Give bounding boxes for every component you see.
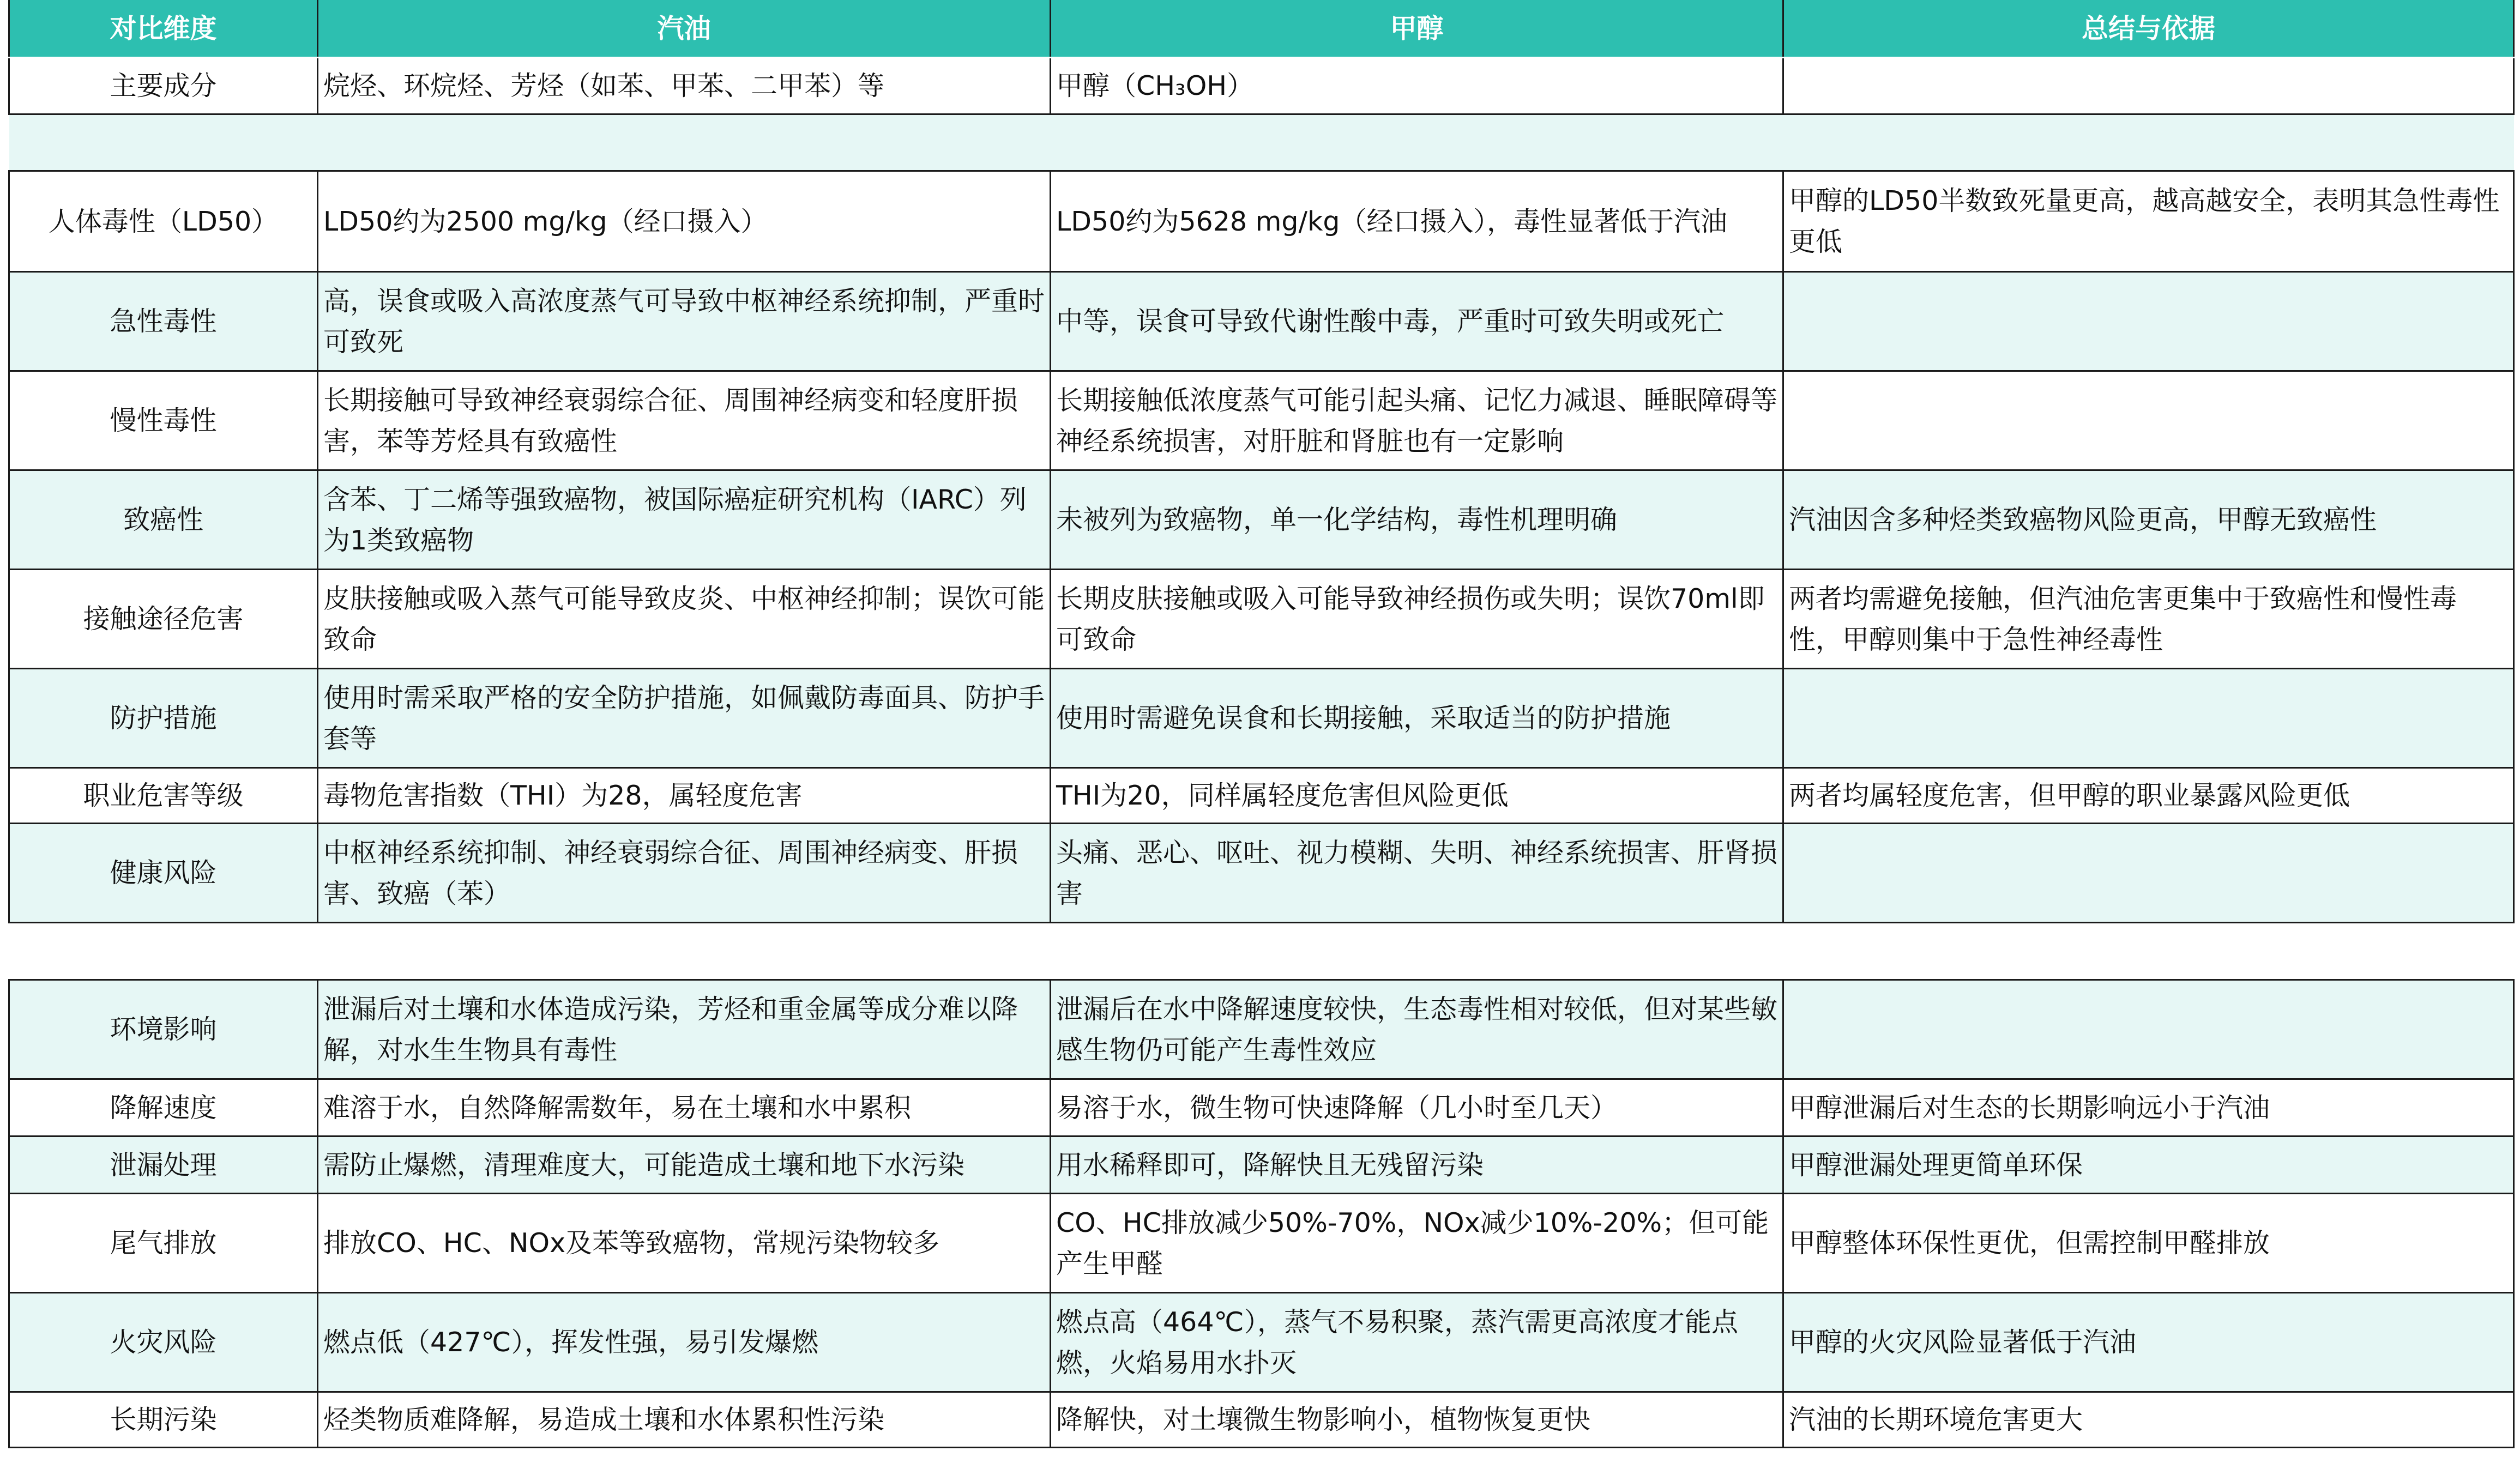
cell-methanol[interactable]: 甲醇（CH₃OH） xyxy=(1051,58,1783,114)
cell-methanol[interactable]: 降解快，对土壤微生物影响小，植物恢复更快 xyxy=(1051,1392,1783,1448)
cell-methanol[interactable]: CO、HC排放减少50%-70%，NOx减少10%-20%；但可能产生甲醛 xyxy=(1051,1194,1783,1293)
cell-dimension[interactable]: 慢性毒性 xyxy=(9,371,318,470)
cell-gasoline[interactable]: 高，误食或吸入高浓度蒸气可导致中枢神经系统抑制，严重时可致死 xyxy=(318,272,1051,371)
cell-gasoline[interactable]: 使用时需采取严格的安全防护措施，如佩戴防毒面具、防护手套等 xyxy=(318,669,1051,768)
cell-gasoline[interactable]: 烷烃、环烷烃、芳烃（如苯、甲苯、二甲苯）等 xyxy=(318,58,1051,114)
cell-dimension[interactable]: 急性毒性 xyxy=(9,272,318,371)
cell-dimension[interactable]: 人体毒性（LD50） xyxy=(9,171,318,272)
cell-summary[interactable]: 甲醇的LD50半数致死量更高，越高越安全，表明其急性毒性更低 xyxy=(1783,171,2514,272)
cell-summary[interactable]: 甲醇泄漏后对生态的长期影响远小于汽油 xyxy=(1783,1079,2514,1136)
cell-summary[interactable]: 两者均属轻度危害，但甲醇的职业暴露风险更低 xyxy=(1783,768,2514,824)
cell-methanol[interactable]: 长期皮肤接触或吸入可能导致神经损伤或失明；误饮70ml即可致命 xyxy=(1051,570,1783,669)
cell-summary[interactable] xyxy=(1783,669,2514,768)
table-row xyxy=(9,470,2514,570)
cell-dimension[interactable]: 防护措施 xyxy=(9,669,318,768)
cell-summary[interactable] xyxy=(1783,272,2514,371)
cell-gasoline[interactable]: 燃点低（427℃），挥发性强，易引发爆燃 xyxy=(318,1293,1051,1392)
cell-methanol[interactable]: 长期接触低浓度蒸气可能引起头痛、记忆力减退、睡眠障碍等神经系统损害，对肝脏和肾脏也有一定影响 xyxy=(1051,371,1783,470)
table-row xyxy=(9,669,2514,768)
cell-summary[interactable]: 汽油的长期环境危害更大 xyxy=(1783,1392,2514,1448)
table-row xyxy=(9,768,2514,824)
cell-methanol[interactable]: 中等，误食可导致代谢性酸中毒，严重时可致失明或死亡 xyxy=(1051,272,1783,371)
cell-methanol[interactable]: LD50约为5628 mg/kg（经口摄入），毒性显著低于汽油 xyxy=(1051,171,1783,272)
table-row xyxy=(9,171,2514,272)
cell-dimension[interactable]: 降解速度 xyxy=(9,1079,318,1136)
cell-methanol[interactable]: 头痛、恶心、呕吐、视力模糊、失明、神经系统损害、肝肾损害 xyxy=(1051,824,1783,923)
cell-gasoline[interactable]: LD50约为2500 mg/kg（经口摄入） xyxy=(318,171,1051,272)
cell-dimension[interactable]: 火灾风险 xyxy=(9,1293,318,1392)
cell-dimension[interactable]: 尾气排放 xyxy=(9,1194,318,1293)
header-summary[interactable]: 总结与依据 xyxy=(1783,0,2514,58)
separator-row xyxy=(9,923,2514,980)
table-row xyxy=(9,1136,2514,1194)
table-row xyxy=(9,980,2514,1079)
cell-dimension[interactable]: 职业危害等级 xyxy=(9,768,318,824)
cell-methanol[interactable]: 未被列为致癌物，单一化学结构，毒性机理明确 xyxy=(1051,470,1783,570)
cell-summary[interactable]: 甲醇的火灾风险显著低于汽油 xyxy=(1783,1293,2514,1392)
comparison-table xyxy=(8,0,2515,1448)
header-methanol[interactable]: 甲醇 xyxy=(1051,0,1783,58)
cell-gasoline[interactable]: 泄漏后对土壤和水体造成污染，芳烃和重金属等成分难以降解，对水生生物具有毒性 xyxy=(318,980,1051,1079)
table-row xyxy=(9,272,2514,371)
cell-gasoline[interactable]: 需防止爆燃，清理难度大，可能造成土壤和地下水污染 xyxy=(318,1136,1051,1194)
cell-gasoline[interactable]: 长期接触可导致神经衰弱综合征、周围神经病变和轻度肝损害，苯等芳烃具有致癌性 xyxy=(318,371,1051,470)
cell-summary[interactable]: 两者均需避免接触，但汽油危害更集中于致癌性和慢性毒性，甲醇则集中于急性神经毒性 xyxy=(1783,570,2514,669)
cell-methanol[interactable]: 泄漏后在水中降解速度较快，生态毒性相对较低，但对某些敏感生物仍可能产生毒性效应 xyxy=(1051,980,1783,1079)
cell-summary[interactable]: 甲醇泄漏处理更简单环保 xyxy=(1783,1136,2514,1194)
cell-summary[interactable]: 甲醇整体环保性更优，但需控制甲醛排放 xyxy=(1783,1194,2514,1293)
table-row xyxy=(9,1194,2514,1293)
table-row xyxy=(9,1293,2514,1392)
cell-gasoline[interactable]: 含苯、丁二烯等强致癌物，被国际癌症研究机构（IARC）列为1类致癌物 xyxy=(318,470,1051,570)
cell-dimension[interactable]: 泄漏处理 xyxy=(9,1136,318,1194)
table-row xyxy=(9,824,2514,923)
cell-gasoline[interactable]: 排放CO、HC、NOx及苯等致癌物，常规污染物较多 xyxy=(318,1194,1051,1293)
cell-methanol[interactable]: 易溶于水，微生物可快速降解（几小时至几天） xyxy=(1051,1079,1783,1136)
cell-summary[interactable] xyxy=(1783,980,2514,1079)
cell-summary[interactable] xyxy=(1783,58,2514,114)
table-row xyxy=(9,570,2514,669)
cell-summary[interactable]: 汽油因含多种烃类致癌物风险更高，甲醇无致癌性 xyxy=(1783,470,2514,570)
cell-methanol[interactable]: THI为20，同样属轻度危害但风险更低 xyxy=(1051,768,1783,824)
cell-dimension[interactable]: 长期污染 xyxy=(9,1392,318,1448)
header-gasoline[interactable]: 汽油 xyxy=(318,0,1051,58)
table-row xyxy=(9,1079,2514,1136)
cell-gasoline[interactable]: 中枢神经系统抑制、神经衰弱综合征、周围神经病变、肝损害、致癌（苯） xyxy=(318,824,1051,923)
separator-row xyxy=(9,114,2514,171)
cell-dimension[interactable]: 健康风险 xyxy=(9,824,318,923)
cell-dimension[interactable]: 主要成分 xyxy=(9,58,318,114)
table-row xyxy=(9,371,2514,470)
cell-methanol[interactable]: 用水稀释即可，降解快且无残留污染 xyxy=(1051,1136,1783,1194)
header-dimension[interactable]: 对比维度 xyxy=(9,0,318,58)
cell-gasoline[interactable]: 皮肤接触或吸入蒸气可能导致皮炎、中枢神经抑制；误饮可能致命 xyxy=(318,570,1051,669)
empty-gap-cell[interactable] xyxy=(9,923,2514,980)
cell-methanol[interactable]: 燃点高（464℃），蒸气不易积聚，蒸汽需更高浓度才能点燃，火焰易用水扑灭 xyxy=(1051,1293,1783,1392)
cell-gasoline[interactable]: 烃类物质难降解，易造成土壤和水体累积性污染 xyxy=(318,1392,1051,1448)
cell-summary[interactable] xyxy=(1783,824,2514,923)
table-row xyxy=(9,58,2514,114)
cell-gasoline[interactable]: 难溶于水，自然降解需数年，易在土壤和水中累积 xyxy=(318,1079,1051,1136)
cell-methanol[interactable]: 使用时需避免误食和长期接触，采取适当的防护措施 xyxy=(1051,669,1783,768)
cell-summary[interactable] xyxy=(1783,371,2514,470)
empty-band-cell[interactable] xyxy=(9,114,2514,171)
cell-dimension[interactable]: 致癌性 xyxy=(9,470,318,570)
cell-dimension[interactable]: 环境影响 xyxy=(9,980,318,1079)
cell-dimension[interactable]: 接触途径危害 xyxy=(9,570,318,669)
table-row xyxy=(9,1392,2514,1448)
cell-gasoline[interactable]: 毒物危害指数（THI）为28，属轻度危害 xyxy=(318,768,1051,824)
header-row xyxy=(9,0,2514,58)
